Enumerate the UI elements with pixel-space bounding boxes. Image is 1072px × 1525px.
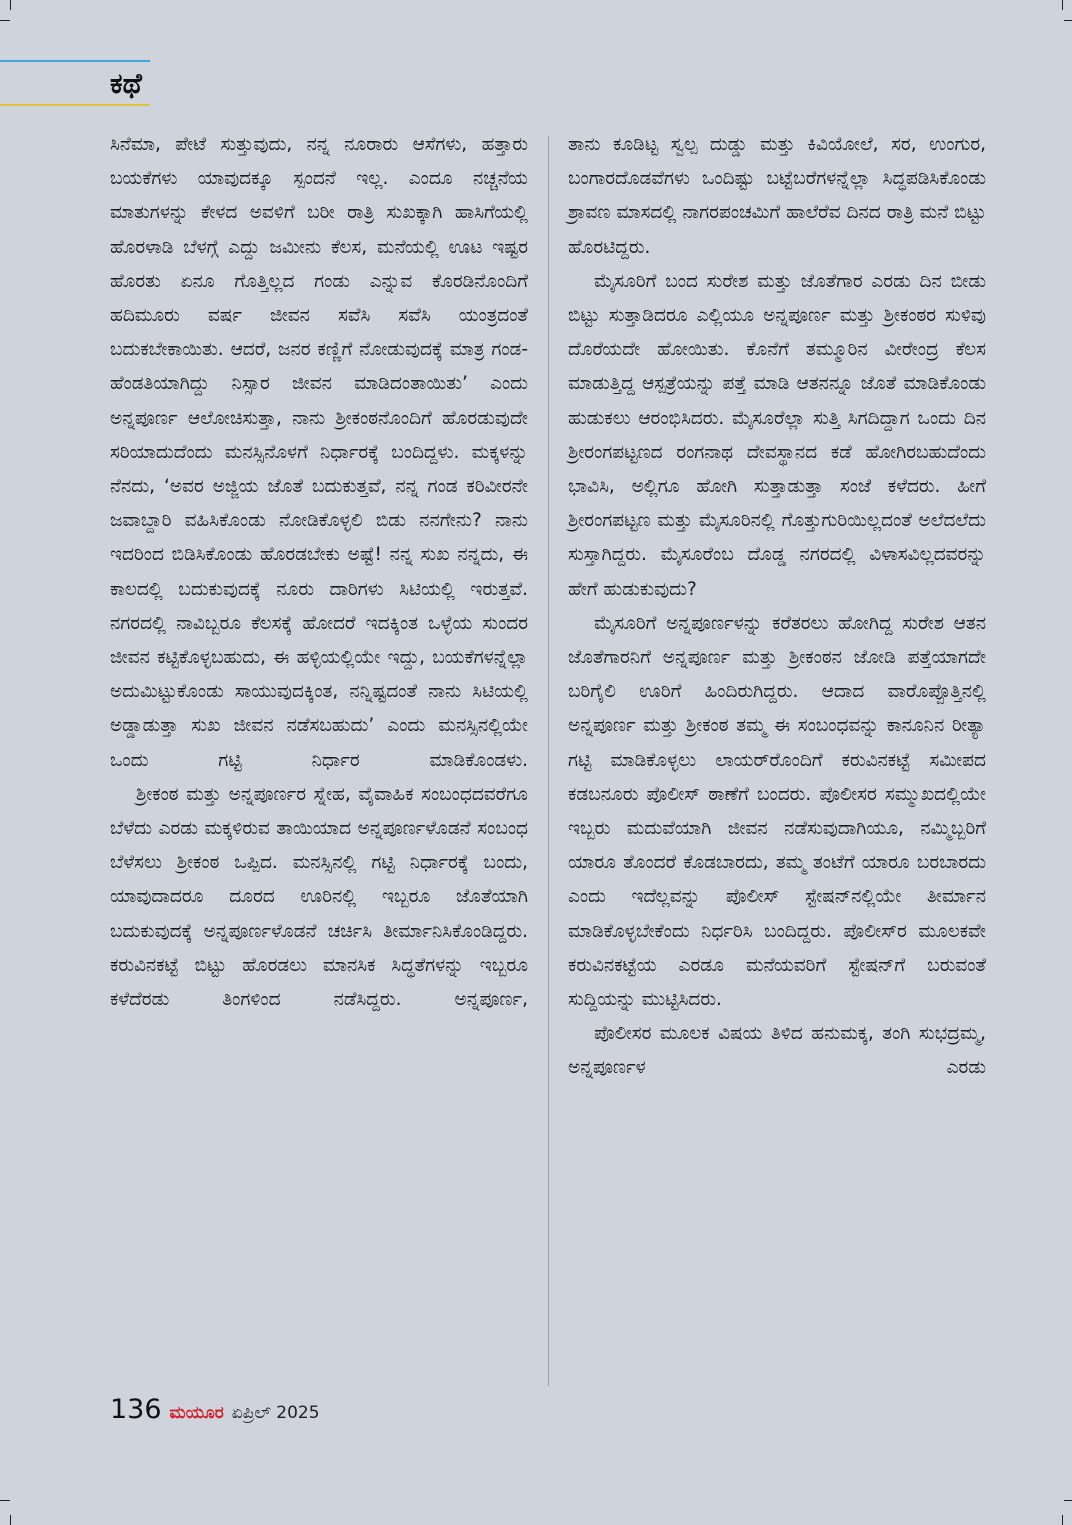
paragraph: ಸಿನೆಮಾ, ಪೇಟೆ ಸುತ್ತುವುದು, ನನ್ನ ನೂರಾರು ಆಸೆಗಳು, ಹತ್ತಾರು ಬಯಕೆಗಳು ಯಾವುದಕ್ಕೂ ಸ್ಪಂದನೆ ಇಲ್ಲ. ಎಂದೂ ನಚ್ಚನೆಯ ಮಾತುಗಳನ್ನು ಕೇಳದ ಅವಳಿಗೆ ಬರೀ ರಾತ್ರಿ ಸುಖಕ್ಕಾಗಿ ಹಾಸಿಗೆಯಲ್ಲಿ ಹೊರಳಾಡಿ ಬೆಳಗ್ಗೆ ಎದ್ದು ಜಮೀನು ಕೆಲಸ, ಮನೆಯಲ್ಲಿ ಊಟ ಇಷ್ಟರ ಹೊರತು ಏನೂ ಗೊತ್ತಿಲ್ಲದ ಗಂಡು ಎನ್ನುವ ಕೊರಡಿನೊಂದಿಗೆ ಹದಿಮೂರು ವರ್ಷ ಜೀವನ ಸವೆಸಿ ಸವೆಸಿ ಯಂತ್ರದಂತೆ ಬದುಕಬೇಕಾಯಿತು. ಆದರೆ, ಜನರ ಕಣ್ಣಿಗೆ ನೋಡುವುದಕ್ಕೆ ಮಾತ್ರ ಗಂಡ-ಹೆಂಡತಿಯಾಗಿದ್ದು ನಿಸ್ಸಾರ ಜೀವನ ಮಾಡಿದಂತಾಯಿತು’ ಎಂದು ಅನ್ನಪೂರ್ಣ ಆಲೋಚಿಸುತ್ತಾ, ನಾನು ಶ್ರೀಕಂಠನೊಂದಿಗೆ ಹೊರಡುವುದೇ ಸರಿಯಾದುದೆಂದು ಮನಸ್ಸಿನೊಳಗೆ ನಿರ್ಧಾರಕ್ಕೆ ಬಂದಿದ್ದಳು. ಮಕ್ಕಳನ್ನು ನೆನದು, ‘ಅವರ ಅಜ್ಜಿಯ ಜೊತೆ ಬದುಕುತ್ತವೆ, ನನ್ನ ಗಂಡ ಕರಿವೀರನೇ ಜವಾಬ್ದಾರಿ ವಹಿಸಿಕೊಂಡು ನೋಡಿಕೊಳ್ಳಲಿ ಬಿಡು ನನಗೇನು? ನಾನು ಇದರಿಂದ ಬಿಡಿಸಿಕೊಂಡು ಹೊರಡಬೇಕು ಅಷ್ಟೆ! ನನ್ನ ಸುಖ ನನ್ನದು, ಈ ಕಾಲದಲ್ಲಿ ಬದುಕುವುದಕ್ಕೆ ನೂರು ದಾರಿಗಳು ಸಿಟಿಯಲ್ಲಿ ಇರುತ್ತವೆ. ನಗರದಲ್ಲಿ ನಾವಿಬ್ಬರೂ ಕೆಲಸಕ್ಕೆ ಹೋದರೆ ಇದಕ್ಕಿಂತ ಒಳ್ಳೆಯ ಸುಂದರ ಜೀವನ ಕಟ್ಟಿಕೊಳ್ಳಬಹುದು, ಈ ಹಳ್ಳಿಯಲ್ಲಿಯೇ ಇದ್ದು, ಬಯಕೆಗಳನ್ನೆಲ್ಲಾ ಅದುಮಿಟ್ಟುಕೊಂಡು ಸಾಯುವುದಕ್ಕಿಂತ, ನನ್ನಿಷ್ಟದಂತೆ ನಾನು ಸಿಟಿಯಲ್ಲಿ ಅಡ್ಡಾಡುತ್ತಾ ಸುಖ ಜೀವನ ನಡೆಸಬಹುದು’ ಎಂದು ಮನಸ್ಸಿನಲ್ಲಿಯೇ ಒಂದು ಗಟ್ಟಿ ನಿರ್ಧಾರ ಮಾಡಿಕೊಂಡಳು. (110, 134, 528, 771)
column-divider (548, 136, 549, 1386)
section-title: ಕಥೆ (110, 67, 142, 100)
header-rule-blue (0, 60, 150, 62)
crop-mark (10, 0, 11, 10)
crop-mark (1064, 1500, 1072, 1501)
paragraph: ತಾನು ಕೂಡಿಟ್ಟ ಸ್ವಲ್ಪ ದುಡ್ಡು ಮತ್ತು ಕಿವಿಯೋಲೆ, ಸರ, ಉಂಗುರ, ಬಂಗಾರದೊಡವೆಗಳು ಒಂದಿಷ್ಟು ಬಟ್ಟೆಬರೆಗಳನ್ನೆಲ್ಲಾ ಸಿದ್ಧಪಡಿಸಿಕೊಂಡು ಶ್ರಾವಣ ಮಾಸದಲ್ಲಿ ನಾಗರಪಂಚಮಿಗೆ ಹಾಲೆರೆವ ದಿನದ ರಾತ್ರಿ ಮನೆ ಬಿಟ್ಟು ಹೊರಟಿದ್ದರು. (568, 134, 986, 258)
crop-mark (10, 1515, 11, 1525)
right-column (568, 128, 986, 1086)
crop-mark (1062, 1515, 1063, 1525)
crop-mark (0, 1500, 10, 1501)
magazine-logo: ಮಯೂರ (169, 1403, 224, 1423)
crop-mark (1062, 0, 1063, 10)
left-column (110, 128, 528, 1017)
paragraph: ಪೊಲೀಸರ ಮೂಲಕ ವಿಷಯ ತಿಳಿದ ಹನುಮಕ್ಕ, ತಂಗಿ ಸುಭದ್ರಮ್ಮ, ಅನ್ನಪೂರ್ಣಳ ಎರಡು (568, 1023, 986, 1079)
paragraph: ಮೈಸೂರಿಗೆ ಬಂದ ಸುರೇಶ ಮತ್ತು ಜೊತೆಗಾರ ಎರಡು ದಿನ ಬೀಡು ಬಿಟ್ಟು ಸುತ್ತಾಡಿದರೂ ಎಲ್ಲಿಯೂ ಅನ್ನಪೂರ್ಣ ಮತ್ತು ಶ್ರೀಕಂಠರ ಸುಳಿವು ದೊರೆಯದೇ ಹೋಯಿತು. ಕೊನೆಗೆ ತಮ್ಮೂರಿನ ವೀರೇಂದ್ರ ಕೆಲಸ ಮಾಡುತ್ತಿದ್ದ ಆಸ್ಪತ್ರೆಯನ್ನು ಪತ್ತೆ ಮಾಡಿ ಆತನನ್ನೂ ಜೊತೆ ಮಾಡಿಕೊಂಡು ಹುಡುಕಲು ಆರಂಭಿಸಿದರು. ಮೈಸೂರೆಲ್ಲಾ ಸುತ್ತಿ ಸಿಗದಿದ್ದಾಗ ಒಂದು ದಿನ ಶ್ರೀರಂಗಪಟ್ಟಣದ ರಂಗನಾಥ ದೇವಸ್ಥಾನದ ಕಡೆ ಹೋಗಿರಬಹುದೆಂದು ಭಾವಿಸಿ, ಅಲ್ಲಿಗೂ ಹೋಗಿ ಸುತ್ತಾಡುತ್ತಾ ಸಂಜೆ ಕಳೆದರು. ಹೀಗೆ ಶ್ರೀರಂಗಪಟ್ಟಣ ಮತ್ತು ಮೈಸೂರಿನಲ್ಲಿ ಗೊತ್ತುಗುರಿಯಿಲ್ಲದಂತೆ ಅಲೆದಲೆದು ಸುಸ್ತಾಗಿದ್ದರು. ಮೈಸೂರೆಂಬ ದೊಡ್ಡ ನಗರದಲ್ಲಿ ವಿಳಾಸವಿಲ್ಲದವರನ್ನು ಹೇಗೆ ಹುಡುಕುವುದು? (568, 270, 986, 600)
paragraph: ಶ್ರೀಕಂಠ ಮತ್ತು ಅನ್ನಪೂರ್ಣರ ಸ್ನೇಹ, ವೈವಾಹಿಕ ಸಂಬಂಧದವರೆಗೂ ಬೆಳೆದು ಎರಡು ಮಕ್ಕಳಿರುವ ತಾಯಿಯಾದ ಅನ್ನಪೂರ್ಣಳೊಡನೆ ಸಂಬಂಧ ಬೆಳೆಸಲು ಶ್ರೀಕಂಠ ಒಪ್ಪಿದ. ಮನಸ್ಸಿನಲ್ಲಿ ಗಟ್ಟಿ ನಿರ್ಧಾರಕ್ಕೆ ಬಂದು, ಯಾವುದಾದರೂ ದೂರದ ಊರಿನಲ್ಲಿ ಇಬ್ಬರೂ ಜೊತೆಯಾಗಿ ಬದುಕುವುದಕ್ಕೆ ಅನ್ನಪೂರ್ಣಳೊಡನೆ ಚರ್ಚಿಸಿ ತೀರ್ಮಾನಿಸಿಕೊಂಡಿದ್ದರು. ಕರುವಿನಕಟ್ಟೆ ಬಿಟ್ಟು ಹೊರಡಲು ಮಾನಸಿಕ ಸಿದ್ಧತೆಗಳನ್ನು ಇಬ್ಬರೂ ಕಳೆದೆರಡು ತಿಂಗಳಿಂದ ನಡೆಸಿದ್ದರು. ಅನ್ನಪೂರ್ಣ, (110, 783, 528, 1011)
paragraph: ಮೈಸೂರಿಗೆ ಅನ್ನಪೂರ್ಣಳನ್ನು ಕರೆತರಲು ಹೋಗಿದ್ದ ಸುರೇಶ ಆತನ ಜೊತೆಗಾರನಿಗೆ ಅನ್ನಪೂರ್ಣ ಮತ್ತು ಶ್ರೀಕಂಠನ ಜೋಡಿ ಪತ್ತೆಯಾಗದೇ ಬರಿಗೈಲಿ ಊರಿಗೆ ಹಿಂದಿರುಗಿದ್ದರು. ಆದಾದ ವಾರೊಪ್ಪೊತ್ತಿನಲ್ಲಿ ಅನ್ನಪೂರ್ಣ ಮತ್ತು ಶ್ರೀಕಂಠ ತಮ್ಮ ಈ ಸಂಬಂಧವನ್ನು ಕಾನೂನಿನ ರೀತ್ಯಾ ಗಟ್ಟಿ ಮಾಡಿಕೊಳ್ಳಲು ಲಾಯರ್‌ರೊಂದಿಗೆ ಕರುವಿನಕಟ್ಟೆ ಸಮೀಪದ ಕಡಬನೂರು ಪೊಲೀಸ್ ಠಾಣೆಗೆ ಬಂದರು. ಪೊಲೀಸರ ಸಮ್ಮುಖದಲ್ಲಿಯೇ ಇಬ್ಬರು ಮದುವೆಯಾಗಿ ಜೀವನ ನಡೆಸುವುದಾಗಿಯೂ, ನಮ್ಮಿಬ್ಬರಿಗೆ ಯಾರೂ ತೊಂದರೆ ಕೊಡಬಾರದು, ತಮ್ಮ ತಂಟೆಗೆ ಯಾರೂ ಬರಬಾರದು ಎಂದು ಇದೆಲ್ಲವನ್ನು ಪೊಲೀಸ್ ಸ್ಟೇಷನ್‌ನಲ್ಲಿಯೇ ತೀರ್ಮಾನ ಮಾಡಿಕೊಳ್ಳಬೇಕೆಂದು ನಿರ್ಧರಿಸಿ ಬಂದಿದ್ದರು. ಪೊಲೀಸ್‌ರ ಮೂಲಕವೇ ಕರುವಿನಕಟ್ಟೆಯ ಎರಡೂ ಮನೆಯವರಿಗೆ ಸ್ಟೇಷನ್‌ಗೆ ಬರುವಂತೆ ಸುದ್ದಿಯನ್ನು ಮುಟ್ಟಿಸಿದರು. (568, 612, 986, 1011)
page-footer (110, 1394, 320, 1430)
crop-mark (0, 20, 10, 21)
crop-mark (1064, 20, 1072, 21)
header-rule-yellow (0, 104, 150, 106)
issue-date: ಏಪ್ರಿಲ್ 2025 (231, 1403, 320, 1423)
page-number: 136 (110, 1394, 162, 1425)
